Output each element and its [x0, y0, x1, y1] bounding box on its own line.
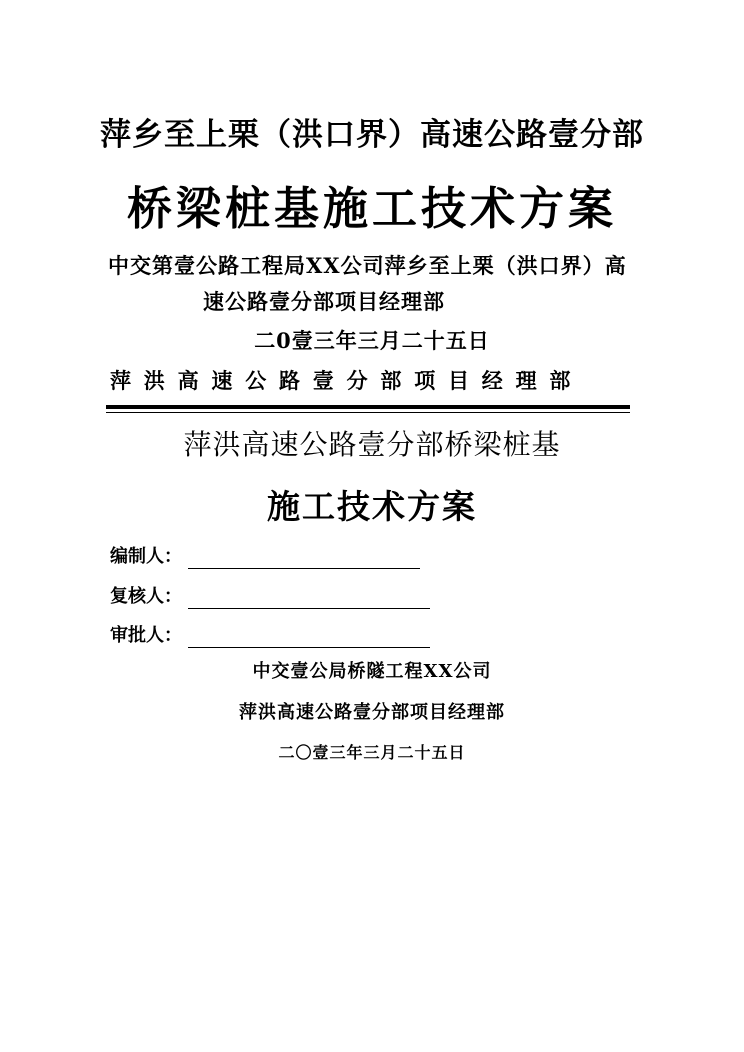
thin-rule — [106, 412, 630, 413]
second-title-line-2: 施工技术方案 — [267, 487, 477, 526]
compiler-signature-line — [188, 568, 420, 569]
organization-line-1: 中交第壹公路工程局XX公司萍乡至上栗（洪口界）高 — [108, 253, 627, 278]
double-rule-divider — [106, 405, 630, 414]
approver-label: 审批人： — [110, 625, 182, 646]
thick-rule — [106, 405, 630, 409]
second-title-line-1: 萍洪高速公路壹分部桥梁桩基 — [183, 428, 561, 461]
cover-title: 桥梁桩基施工技术方案 — [126, 182, 617, 235]
compiler-label: 编制人： — [110, 546, 182, 567]
organization-line-2: 速公路壹分部项目经理部 — [203, 289, 445, 314]
footer-company: 中交壹公局桥隧工程XX公司 — [252, 661, 492, 682]
reviewer-label: 复核人： — [110, 586, 182, 607]
cover-department-spaced: 萍洪高速公路壹分部项目经理部 — [110, 368, 584, 393]
cover-subtitle: 萍乡至上栗（洪口界）高速公路壹分部 — [100, 117, 644, 153]
footer-department: 萍洪高速公路壹分部项目经理部 — [239, 702, 505, 723]
reviewer-signature-line — [188, 608, 430, 609]
footer-date: 二〇壹三年三月二十五日 — [278, 743, 466, 762]
cover-date: 二0壹三年三月二十五日 — [254, 328, 490, 353]
approver-signature-line — [188, 647, 430, 648]
